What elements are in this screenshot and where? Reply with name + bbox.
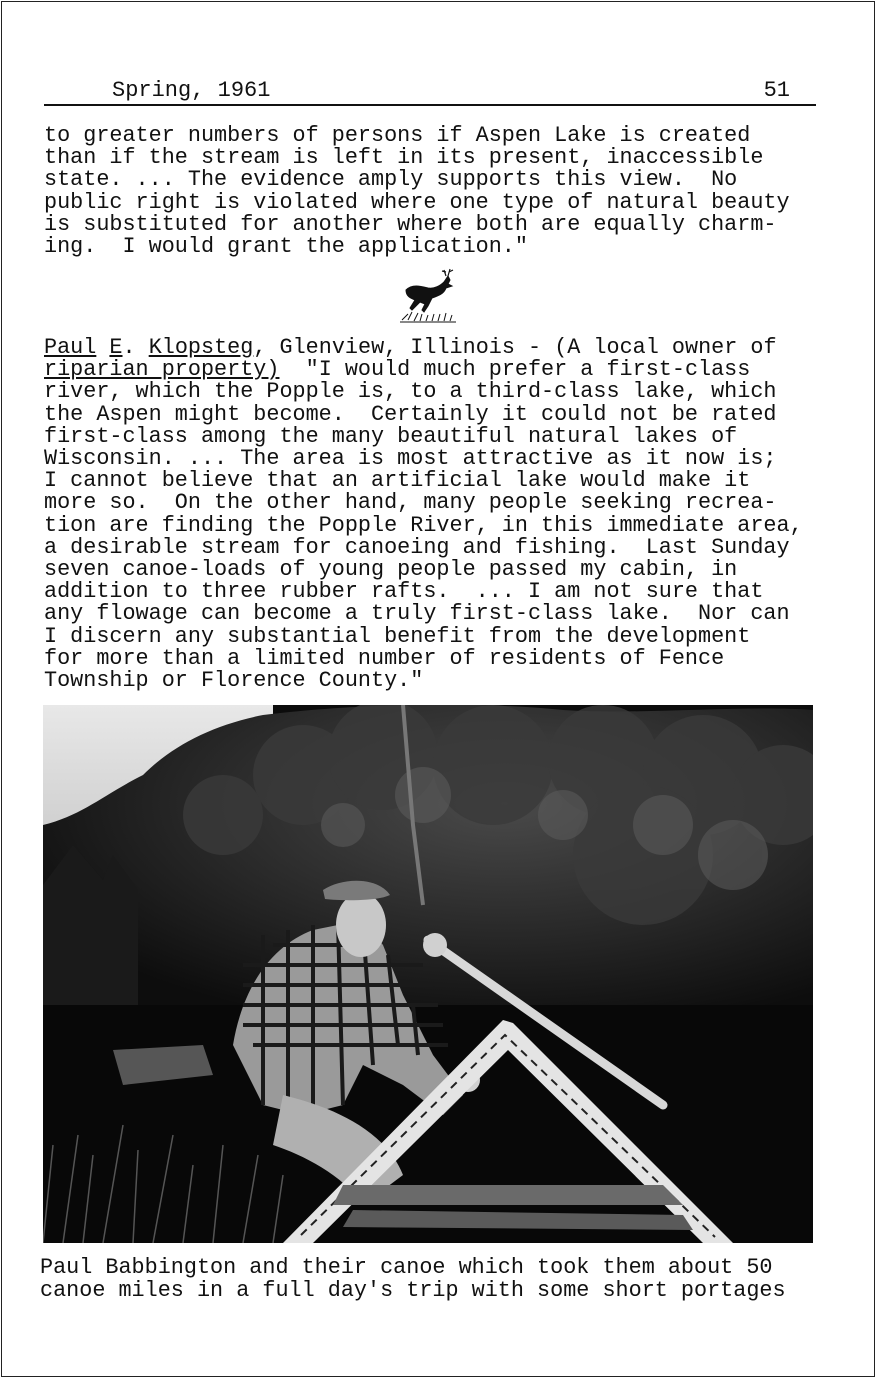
author-last-name: Klopsteg: [148, 335, 254, 360]
text-line: tion are finding the Popple River, in this immediate area,: [44, 512, 803, 538]
author-middle-initial: E: [109, 335, 123, 360]
text-line: first-class among the many beautiful natural lakes of: [44, 423, 738, 449]
text-line: state. ... The evidence amply supports this view. No: [44, 167, 738, 193]
text-line: "I would much prefer a first-class: [279, 357, 751, 383]
text-line: I cannot believe that an artificial lake would make it: [44, 468, 751, 494]
text-line: for more than a limited number of residents of Fence: [44, 645, 725, 671]
header-date: Spring, 1961: [112, 78, 271, 103]
text-line: river, which the Popple is, to a third-class lake, which: [44, 379, 777, 405]
paragraph-opening-quote: [44, 125, 824, 258]
paragraph-klopsteg-statement: Paul E. Klopsteg, Glenview, Illinois - (A local owner of riparian property) "I would much prefer a first-class river, which the Popple is, to a third-class lake, which the Aspen might become. Certainly it could not be rated first-class among the many beautiful natural lakes of Wisconsin. ... The area is most attractive as it now is; I cannot believe that an artificial lake would make it more so. On the other hand, many people seeking recrea- tion are finding the Popple River, in this immediate area, a desirable stream for canoeing and fishing. Last Sunday seven canoe-loads of young people passed my cabin, in addition to three rubber rafts. ... I am not sure that any flowage can become a truly first-class lake. Nor can I discern any substantial benefit from the development for more than a limited number of residents of Fence Township or Florence County.": [44, 335, 803, 694]
text-line: than if the stream is left in its present, inaccessible: [44, 145, 764, 171]
text-line: is substituted for another where both are equally charm-: [44, 211, 777, 237]
text-line: ing. I would grant the application.": [44, 234, 528, 260]
deer-leaping-icon: [398, 266, 458, 324]
page-number: 51: [763, 78, 790, 103]
text-line: addition to three rubber rafts. ... I am not sure that: [44, 579, 764, 605]
text-line: more so. On the other hand, many people seeking recrea-: [44, 490, 777, 516]
text-line: I discern any substantial benefit from the development: [44, 623, 751, 649]
caption-line: canoe miles in a full day's trip with some short portages: [40, 1278, 786, 1303]
text-line: Wisconsin. ... The area is most attractive as it now is;: [44, 446, 777, 472]
text-line: seven canoe-loads of young people passed my cabin, in: [44, 557, 738, 583]
text-line: public right is violated where one type of natural beauty: [44, 189, 790, 215]
text-line: any flowage can become a truly first-class lake. Nor can: [44, 601, 790, 627]
text-line: a desirable stream for canoeing and fishing. Last Sunday: [44, 534, 790, 560]
author-first-name: Paul: [44, 335, 97, 360]
text-line: to greater numbers of persons if Aspen Lake is created: [44, 123, 751, 148]
underlined-phrase: riparian property): [44, 357, 280, 383]
man-paddling-canoe-photo: [43, 705, 813, 1243]
canoe-photo: [43, 705, 813, 1243]
photo-caption: [40, 1256, 840, 1302]
text-line: Township or Florence County.": [44, 668, 424, 694]
running-header: [44, 78, 816, 106]
text-line: the Aspen might become. Certainly it could not be rated: [44, 401, 777, 427]
text-line: , Glenview, Illinois - (A local owner of: [253, 335, 777, 360]
caption-line: Paul Babbington and their canoe which took them about 50: [40, 1255, 773, 1280]
